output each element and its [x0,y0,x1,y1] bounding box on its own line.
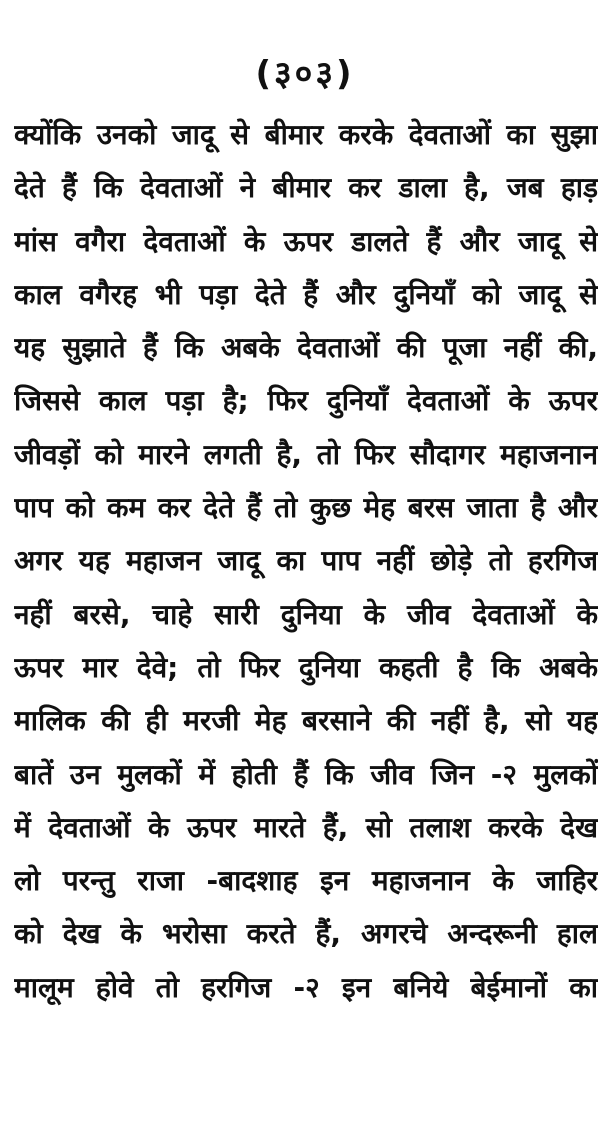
page-number: (३०३) [255,54,355,94]
text-line: पाप को कम कर देते हैं तो कुछ मेह बरस जाता है और [14,491,598,525]
text-line: काल वगैरह भी पड़ा देते हैं और दुनियाँ को जादू से [14,277,598,311]
body-text [14,108,598,1014]
text-line: अगर यह महाजन जादू का पाप नहीं छोड़े तो हरगिज [14,544,598,578]
text-line: क्योंकि उनको जादू से बीमार करके देवताओं का सुझा [14,118,598,151]
text-line: मांस वगैरा देवताओं के ऊपर डालते हैं और जादू से [14,224,598,258]
text-line: लो परन्तु राजा -बादशाह इन महाजनान के जाहिर [14,864,598,898]
text-line: जीवड़ों को मारने लगती है, तो फिर सौदागर महाजनान [14,437,598,471]
text-line: नहीं बरसे, चाहे सारी दुनिया के जीव देवताओं के [14,597,598,631]
text-line: ऊपर मार देवे; तो फिर दुनिया कहती है कि अबके [14,650,598,684]
text-line: जिससे काल पड़ा है; फिर दुनियाँ देवताओं के ऊपर [14,384,598,418]
text-line: में देवताओं के ऊपर मारते हैं, सो तलाश करके देख [14,810,598,844]
text-line: मालूम होवे तो हरगिज -२ इन बनिये बेईमानों का [14,970,598,1004]
text-line: देते हैं कि देवताओं ने बीमार कर डाला है, जब हाड़ [14,171,598,205]
text-line: यह सुझाते हैं कि अबके देवताओं की पूजा नहीं की, [14,331,598,365]
text-line: बातें उन मुलकों में होती हैं कि जीव जिन -२ मुलकों [14,757,598,791]
text-line: मालिक की ही मरजी मेह बरसाने की नहीं है, सो यह [14,704,598,738]
text-line: को देख के भरोसा करते हैं, अगरचे अन्दरूनी हाल [14,917,598,951]
